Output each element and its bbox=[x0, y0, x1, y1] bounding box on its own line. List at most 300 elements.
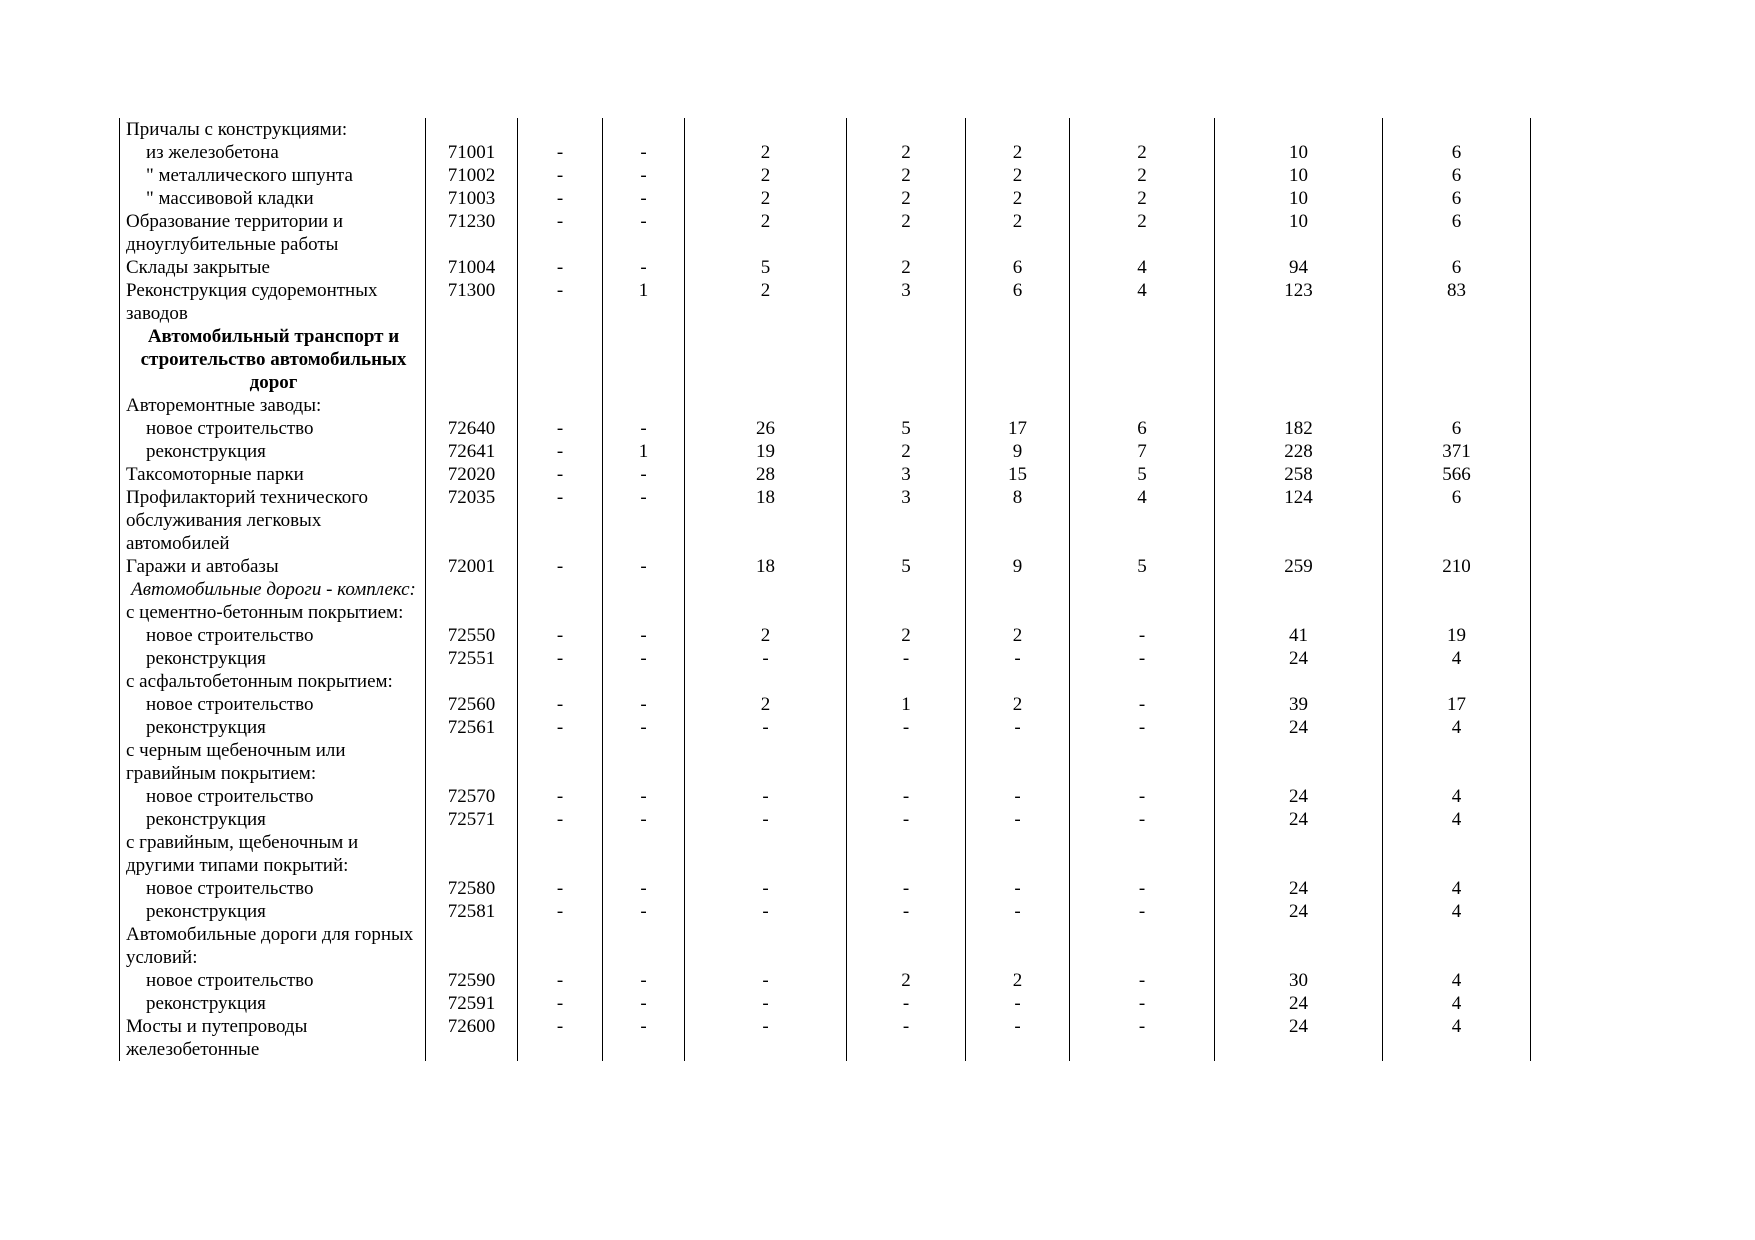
code-cell: 72020 bbox=[426, 463, 518, 486]
value-cell: - bbox=[603, 486, 685, 555]
table-row bbox=[120, 831, 1531, 877]
value-cell: 2 bbox=[685, 187, 847, 210]
value-cell bbox=[518, 325, 603, 394]
value-cell: 371 bbox=[1383, 440, 1531, 463]
value-cell: - bbox=[685, 992, 847, 1015]
value-cell bbox=[518, 601, 603, 624]
value-cell bbox=[685, 325, 847, 394]
value-cell: 2 bbox=[847, 624, 966, 647]
value-cell: 5 bbox=[847, 417, 966, 440]
value-cell: 2 bbox=[847, 969, 966, 992]
table-row bbox=[120, 1015, 1531, 1061]
value-cell bbox=[1215, 831, 1383, 877]
value-cell: - bbox=[603, 624, 685, 647]
table-row bbox=[120, 739, 1531, 785]
value-cell: - bbox=[518, 440, 603, 463]
code-cell: 72590 bbox=[426, 969, 518, 992]
value-cell: 9 bbox=[966, 440, 1070, 463]
table-row bbox=[120, 256, 1531, 279]
value-cell bbox=[1070, 118, 1215, 141]
value-cell: 6 bbox=[966, 256, 1070, 279]
value-cell: - bbox=[603, 417, 685, 440]
table-row bbox=[120, 900, 1531, 923]
value-cell: - bbox=[847, 1015, 966, 1061]
value-cell: - bbox=[1070, 900, 1215, 923]
row-name-cell: " металлического шпунта bbox=[120, 164, 426, 187]
row-name-cell: реконструкция bbox=[120, 808, 426, 831]
value-cell bbox=[603, 394, 685, 417]
row-name-cell: с цементно-бетонным покрытием: bbox=[120, 601, 426, 624]
value-cell bbox=[966, 739, 1070, 785]
value-cell: 4 bbox=[1383, 900, 1531, 923]
value-cell: - bbox=[685, 647, 847, 670]
row-name-cell: с черным щебеночным или гравийным покрытием: bbox=[120, 739, 426, 785]
value-cell bbox=[685, 578, 847, 601]
table-row bbox=[120, 670, 1531, 693]
value-cell: - bbox=[847, 992, 966, 1015]
value-cell: - bbox=[1070, 624, 1215, 647]
table-row bbox=[120, 785, 1531, 808]
value-cell: 5 bbox=[1070, 555, 1215, 578]
row-name-cell: Гаражи и автобазы bbox=[120, 555, 426, 578]
value-cell: 10 bbox=[1215, 187, 1383, 210]
code-cell bbox=[426, 739, 518, 785]
value-cell: - bbox=[603, 992, 685, 1015]
value-cell: 4 bbox=[1383, 808, 1531, 831]
value-cell: - bbox=[847, 877, 966, 900]
value-cell: - bbox=[603, 210, 685, 256]
code-cell: 72561 bbox=[426, 716, 518, 739]
row-name-cell: новое строительство bbox=[120, 624, 426, 647]
value-cell: - bbox=[685, 969, 847, 992]
value-cell: - bbox=[685, 877, 847, 900]
value-cell bbox=[966, 831, 1070, 877]
value-cell: - bbox=[603, 785, 685, 808]
value-cell bbox=[603, 601, 685, 624]
value-cell: 10 bbox=[1215, 164, 1383, 187]
value-cell bbox=[966, 394, 1070, 417]
value-cell: - bbox=[1070, 785, 1215, 808]
row-name-cell: с асфальтобетонным покрытием: bbox=[120, 670, 426, 693]
value-cell bbox=[518, 831, 603, 877]
value-cell: 94 bbox=[1215, 256, 1383, 279]
value-cell: - bbox=[603, 900, 685, 923]
table-row bbox=[120, 555, 1531, 578]
table-row bbox=[120, 716, 1531, 739]
value-cell: - bbox=[1070, 693, 1215, 716]
value-cell bbox=[1215, 118, 1383, 141]
value-cell: - bbox=[847, 900, 966, 923]
code-cell: 72571 bbox=[426, 808, 518, 831]
table-row bbox=[120, 693, 1531, 716]
value-cell: 258 bbox=[1215, 463, 1383, 486]
value-cell: - bbox=[603, 693, 685, 716]
value-cell bbox=[518, 578, 603, 601]
value-cell: - bbox=[1070, 808, 1215, 831]
value-cell: 228 bbox=[1215, 440, 1383, 463]
code-cell bbox=[426, 831, 518, 877]
value-cell: 6 bbox=[1383, 486, 1531, 555]
value-cell: 6 bbox=[1383, 256, 1531, 279]
value-cell: 4 bbox=[1383, 647, 1531, 670]
value-cell: - bbox=[847, 785, 966, 808]
value-cell: - bbox=[518, 1015, 603, 1061]
value-cell bbox=[518, 670, 603, 693]
value-cell: 4 bbox=[1383, 992, 1531, 1015]
value-cell bbox=[518, 739, 603, 785]
value-cell: 2 bbox=[966, 164, 1070, 187]
value-cell: - bbox=[518, 164, 603, 187]
table-row bbox=[120, 808, 1531, 831]
value-cell: - bbox=[966, 716, 1070, 739]
row-name-cell: новое строительство bbox=[120, 877, 426, 900]
row-name-cell: с гравийным, щебеночным и другими типами покрытий: bbox=[120, 831, 426, 877]
value-cell: 28 bbox=[685, 463, 847, 486]
value-cell: 6 bbox=[1383, 417, 1531, 440]
value-cell: 83 bbox=[1383, 279, 1531, 325]
value-cell: 2 bbox=[685, 210, 847, 256]
table-row bbox=[120, 463, 1531, 486]
value-cell: - bbox=[518, 141, 603, 164]
value-cell: 123 bbox=[1215, 279, 1383, 325]
value-cell: - bbox=[603, 716, 685, 739]
value-cell: 4 bbox=[1070, 256, 1215, 279]
value-cell: - bbox=[518, 210, 603, 256]
value-cell bbox=[1383, 739, 1531, 785]
value-cell: 566 bbox=[1383, 463, 1531, 486]
value-cell bbox=[685, 118, 847, 141]
value-cell: 19 bbox=[1383, 624, 1531, 647]
code-cell: 72570 bbox=[426, 785, 518, 808]
code-cell: 72550 bbox=[426, 624, 518, 647]
value-cell: 4 bbox=[1383, 716, 1531, 739]
section-heading: Автомобильные дороги - комплекс: bbox=[120, 578, 426, 601]
value-cell bbox=[1215, 601, 1383, 624]
value-cell: 8 bbox=[966, 486, 1070, 555]
value-cell: - bbox=[518, 808, 603, 831]
value-cell: - bbox=[966, 992, 1070, 1015]
value-cell: - bbox=[518, 992, 603, 1015]
value-cell bbox=[1215, 923, 1383, 969]
value-cell: - bbox=[847, 647, 966, 670]
row-name-cell: " массивовой кладки bbox=[120, 187, 426, 210]
table-row bbox=[120, 486, 1531, 555]
value-cell bbox=[1070, 831, 1215, 877]
value-cell bbox=[1383, 578, 1531, 601]
code-cell: 72551 bbox=[426, 647, 518, 670]
code-cell: 71001 bbox=[426, 141, 518, 164]
value-cell bbox=[966, 118, 1070, 141]
value-cell: - bbox=[1070, 877, 1215, 900]
value-cell bbox=[603, 325, 685, 394]
value-cell bbox=[603, 831, 685, 877]
row-name-cell: новое строительство bbox=[120, 417, 426, 440]
value-cell: - bbox=[1070, 716, 1215, 739]
value-cell: 6 bbox=[1070, 417, 1215, 440]
value-cell: 4 bbox=[1383, 877, 1531, 900]
code-cell: 72560 bbox=[426, 693, 518, 716]
value-cell: 19 bbox=[685, 440, 847, 463]
value-cell: 24 bbox=[1215, 647, 1383, 670]
table-row bbox=[120, 394, 1531, 417]
value-cell bbox=[1070, 670, 1215, 693]
value-cell: 2 bbox=[966, 969, 1070, 992]
value-cell: - bbox=[518, 486, 603, 555]
value-cell: - bbox=[685, 900, 847, 923]
value-cell bbox=[1070, 394, 1215, 417]
value-cell: 124 bbox=[1215, 486, 1383, 555]
value-cell: 3 bbox=[847, 486, 966, 555]
value-cell bbox=[847, 325, 966, 394]
code-cell: 72600 bbox=[426, 1015, 518, 1061]
value-cell bbox=[847, 831, 966, 877]
value-cell: 6 bbox=[1383, 141, 1531, 164]
value-cell: 2 bbox=[966, 693, 1070, 716]
value-cell: 1 bbox=[603, 279, 685, 325]
row-name-cell: реконструкция bbox=[120, 992, 426, 1015]
table-row bbox=[120, 578, 1531, 601]
value-cell: 2 bbox=[966, 210, 1070, 256]
value-cell: 2 bbox=[685, 624, 847, 647]
value-cell: 41 bbox=[1215, 624, 1383, 647]
value-cell bbox=[603, 923, 685, 969]
value-cell: - bbox=[603, 808, 685, 831]
value-cell bbox=[1383, 831, 1531, 877]
value-cell: 24 bbox=[1215, 785, 1383, 808]
value-cell: 4 bbox=[1383, 1015, 1531, 1061]
value-cell bbox=[1383, 601, 1531, 624]
value-cell: 2 bbox=[966, 624, 1070, 647]
row-name-cell: новое строительство bbox=[120, 693, 426, 716]
value-cell bbox=[1215, 739, 1383, 785]
row-name-cell: новое строительство bbox=[120, 785, 426, 808]
value-cell bbox=[847, 578, 966, 601]
code-cell: 71300 bbox=[426, 279, 518, 325]
value-cell bbox=[847, 118, 966, 141]
value-cell: 3 bbox=[847, 463, 966, 486]
code-cell: 72581 bbox=[426, 900, 518, 923]
row-name-cell: Склады закрытые bbox=[120, 256, 426, 279]
value-cell bbox=[603, 739, 685, 785]
value-cell: - bbox=[966, 808, 1070, 831]
code-cell: 71002 bbox=[426, 164, 518, 187]
row-name-cell: новое строительство bbox=[120, 969, 426, 992]
value-cell bbox=[1383, 118, 1531, 141]
row-name-cell: из железобетона bbox=[120, 141, 426, 164]
value-cell: - bbox=[966, 1015, 1070, 1061]
value-cell: 259 bbox=[1215, 555, 1383, 578]
value-cell: - bbox=[1070, 992, 1215, 1015]
value-cell: 2 bbox=[1070, 187, 1215, 210]
code-cell bbox=[426, 601, 518, 624]
table-row bbox=[120, 210, 1531, 256]
value-cell: 10 bbox=[1215, 210, 1383, 256]
value-cell bbox=[1383, 923, 1531, 969]
value-cell bbox=[1383, 670, 1531, 693]
value-cell: - bbox=[1070, 1015, 1215, 1061]
value-cell: 2 bbox=[847, 164, 966, 187]
table-row bbox=[120, 440, 1531, 463]
value-cell bbox=[847, 923, 966, 969]
value-cell: - bbox=[518, 900, 603, 923]
value-cell bbox=[966, 923, 1070, 969]
table-row bbox=[120, 601, 1531, 624]
value-cell: - bbox=[518, 969, 603, 992]
value-cell bbox=[685, 831, 847, 877]
value-cell bbox=[603, 670, 685, 693]
value-cell: - bbox=[518, 256, 603, 279]
value-cell: - bbox=[603, 877, 685, 900]
value-cell: 39 bbox=[1215, 693, 1383, 716]
code-cell: 71003 bbox=[426, 187, 518, 210]
value-cell: 2 bbox=[685, 279, 847, 325]
value-cell: - bbox=[685, 1015, 847, 1061]
value-cell: - bbox=[603, 969, 685, 992]
table-row bbox=[120, 877, 1531, 900]
value-cell bbox=[1215, 325, 1383, 394]
value-cell: - bbox=[603, 164, 685, 187]
value-cell: 24 bbox=[1215, 992, 1383, 1015]
value-cell: - bbox=[966, 785, 1070, 808]
value-cell bbox=[966, 325, 1070, 394]
row-name-cell: Таксомоторные парки bbox=[120, 463, 426, 486]
value-cell: - bbox=[518, 877, 603, 900]
value-cell bbox=[1070, 325, 1215, 394]
table-row bbox=[120, 923, 1531, 969]
value-cell: - bbox=[603, 187, 685, 210]
value-cell bbox=[685, 601, 847, 624]
value-cell bbox=[518, 394, 603, 417]
code-cell: 71230 bbox=[426, 210, 518, 256]
value-cell: 6 bbox=[1383, 187, 1531, 210]
value-cell: 15 bbox=[966, 463, 1070, 486]
value-cell: 6 bbox=[966, 279, 1070, 325]
value-cell bbox=[1383, 394, 1531, 417]
code-cell: 71004 bbox=[426, 256, 518, 279]
table-row bbox=[120, 187, 1531, 210]
value-cell: - bbox=[966, 900, 1070, 923]
value-cell: 5 bbox=[1070, 463, 1215, 486]
row-name-cell: реконструкция bbox=[120, 900, 426, 923]
value-cell: 2 bbox=[1070, 164, 1215, 187]
value-cell bbox=[847, 601, 966, 624]
value-cell: 24 bbox=[1215, 1015, 1383, 1061]
value-cell bbox=[966, 578, 1070, 601]
row-name-cell: Мосты и путепроводы железобетонные bbox=[120, 1015, 426, 1061]
value-cell: 7 bbox=[1070, 440, 1215, 463]
value-cell bbox=[847, 670, 966, 693]
value-cell: 5 bbox=[847, 555, 966, 578]
value-cell: - bbox=[518, 463, 603, 486]
code-cell bbox=[426, 394, 518, 417]
value-cell: - bbox=[603, 141, 685, 164]
value-cell: 18 bbox=[685, 486, 847, 555]
value-cell bbox=[1383, 325, 1531, 394]
value-cell bbox=[1215, 578, 1383, 601]
value-cell: 6 bbox=[1383, 164, 1531, 187]
value-cell: 1 bbox=[847, 693, 966, 716]
value-cell: 26 bbox=[685, 417, 847, 440]
value-cell: 24 bbox=[1215, 808, 1383, 831]
code-cell: 72641 bbox=[426, 440, 518, 463]
value-cell: 1 bbox=[603, 440, 685, 463]
value-cell: 2 bbox=[1070, 210, 1215, 256]
table-row bbox=[120, 279, 1531, 325]
value-cell: 2 bbox=[847, 210, 966, 256]
value-cell: 24 bbox=[1215, 900, 1383, 923]
section-heading: Автомобильный транспорт и строительство автомобильных дорог bbox=[120, 325, 426, 394]
value-cell: 24 bbox=[1215, 716, 1383, 739]
value-cell bbox=[518, 118, 603, 141]
code-cell bbox=[426, 578, 518, 601]
table-row bbox=[120, 647, 1531, 670]
value-cell: 2 bbox=[685, 141, 847, 164]
value-cell bbox=[1070, 739, 1215, 785]
value-cell: - bbox=[847, 716, 966, 739]
value-cell: 24 bbox=[1215, 877, 1383, 900]
row-name-cell: Профилакторий технического обслуживания легковых автомобилей bbox=[120, 486, 426, 555]
value-cell: 4 bbox=[1383, 785, 1531, 808]
value-cell: - bbox=[966, 647, 1070, 670]
table-row bbox=[120, 118, 1531, 141]
code-cell: 72035 bbox=[426, 486, 518, 555]
value-cell: - bbox=[603, 647, 685, 670]
value-cell bbox=[847, 394, 966, 417]
row-name-cell: Автомобильные дороги для горных условий: bbox=[120, 923, 426, 969]
value-cell: 17 bbox=[1383, 693, 1531, 716]
value-cell: 4 bbox=[1070, 279, 1215, 325]
value-cell: - bbox=[603, 463, 685, 486]
value-cell: - bbox=[518, 417, 603, 440]
value-cell: 17 bbox=[966, 417, 1070, 440]
code-cell bbox=[426, 118, 518, 141]
value-cell: - bbox=[685, 808, 847, 831]
norms-table bbox=[119, 118, 1531, 1061]
value-cell bbox=[1215, 670, 1383, 693]
value-cell: 2 bbox=[966, 141, 1070, 164]
row-name-cell: реконструкция bbox=[120, 440, 426, 463]
table-row bbox=[120, 624, 1531, 647]
value-cell: - bbox=[518, 279, 603, 325]
value-cell: 3 bbox=[847, 279, 966, 325]
value-cell: - bbox=[518, 785, 603, 808]
value-cell: 18 bbox=[685, 555, 847, 578]
value-cell: 2 bbox=[847, 141, 966, 164]
row-name-cell: реконструкция bbox=[120, 647, 426, 670]
value-cell bbox=[603, 578, 685, 601]
row-name-cell: Реконструкция судоремонтных заводов bbox=[120, 279, 426, 325]
value-cell bbox=[1070, 601, 1215, 624]
code-cell bbox=[426, 923, 518, 969]
value-cell: 4 bbox=[1383, 969, 1531, 992]
row-name-cell: Авторемонтные заводы: bbox=[120, 394, 426, 417]
value-cell: - bbox=[603, 1015, 685, 1061]
value-cell: 2 bbox=[847, 187, 966, 210]
value-cell: 30 bbox=[1215, 969, 1383, 992]
value-cell: 5 bbox=[685, 256, 847, 279]
value-cell: - bbox=[1070, 969, 1215, 992]
table-row bbox=[120, 325, 1531, 394]
code-cell bbox=[426, 670, 518, 693]
value-cell: 182 bbox=[1215, 417, 1383, 440]
code-cell: 72001 bbox=[426, 555, 518, 578]
value-cell bbox=[685, 923, 847, 969]
value-cell: 6 bbox=[1383, 210, 1531, 256]
row-name-cell: Причалы с конструкциями: bbox=[120, 118, 426, 141]
value-cell bbox=[685, 394, 847, 417]
value-cell: 2 bbox=[966, 187, 1070, 210]
value-cell: - bbox=[518, 647, 603, 670]
